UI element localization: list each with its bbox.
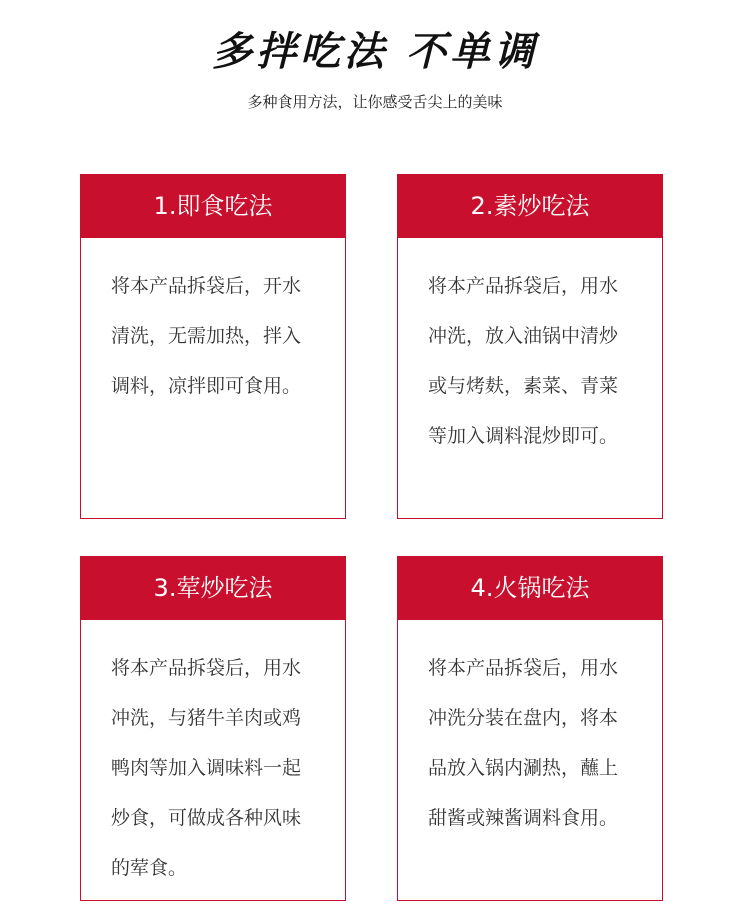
card-title: 4.火锅吃法 [398,557,662,620]
page-subtitle: 多种食用方法，让你感受舌尖上的美味 [247,93,503,111]
card-description: 将本产品拆袋后，开水清洗，无需加热，拌入调料，凉拌即可食用。 [111,275,302,397]
method-card-hotpot [397,556,663,901]
method-card-instant [80,174,346,519]
method-card-meat-stir-fry [80,556,346,901]
card-title: 1.即食吃法 [81,175,345,238]
card-description: 将本产品拆袋后，用水冲洗，放入油锅中清炒或与烤麸，素菜、青菜等加入调料混炒即可。 [428,275,619,447]
card-title: 3.荤炒吃法 [81,557,345,620]
page-title: 多拌吃法 不单调 [212,28,538,75]
card-description: 将本产品拆袋后，用水冲洗分装在盘内，将本品放入锅内涮热，蘸上甜酱或辣酱调料食用。 [428,657,619,829]
card-title: 2.素炒吃法 [398,175,662,238]
card-description: 将本产品拆袋后，用水冲洗，与猪牛羊肉或鸡鸭肉等加入调味料一起炒食，可做成各种风味的荤食。 [111,657,302,879]
method-card-vegetarian-stir-fry [397,174,663,519]
